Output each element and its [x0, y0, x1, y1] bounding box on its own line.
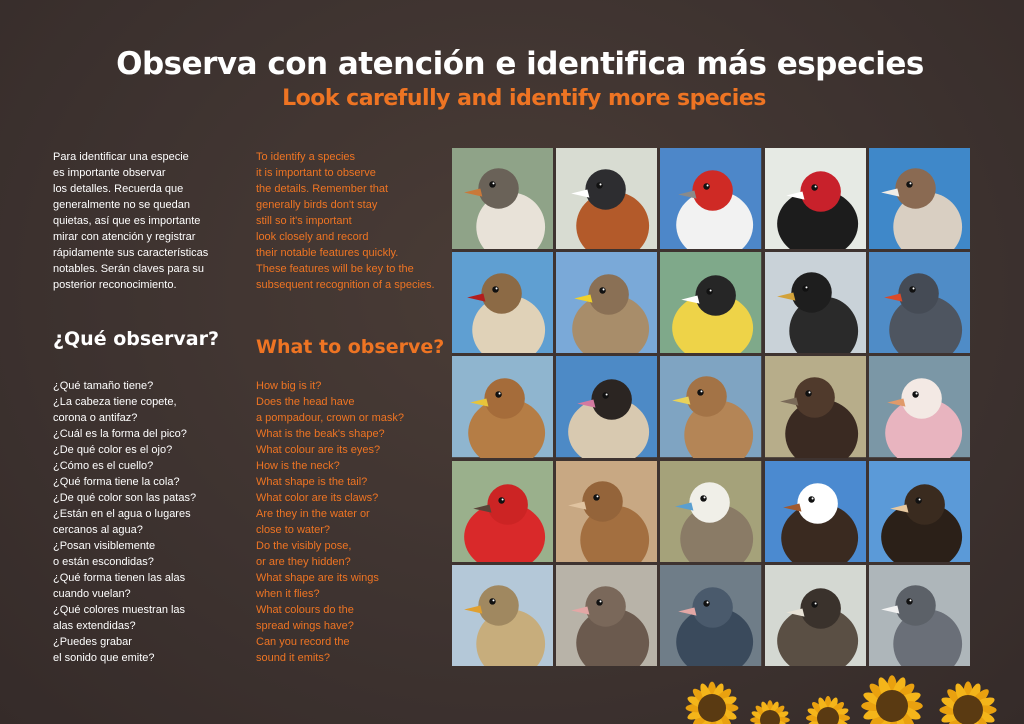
sunflower-icon: [861, 675, 923, 724]
page-title: Observa con atención e identifica más especies: [116, 46, 924, 82]
text-line: generally birds don't stay: [256, 199, 378, 211]
question-line: What is the beak's shape?: [256, 428, 385, 440]
cormorant-icon: [765, 252, 866, 353]
question-line: ¿Qué forma tienen las alas: [53, 572, 186, 584]
bird-photo: [660, 252, 761, 353]
savanna-hawk-icon: [452, 356, 553, 457]
question-line: ¿Cuál es la forma del pico?: [53, 428, 187, 440]
bird-photo: [660, 461, 761, 562]
bird-photo: [869, 148, 970, 249]
owl-icon: [556, 252, 657, 353]
chimango-icon: [660, 356, 761, 457]
sunflower-icon: [806, 696, 850, 724]
red-crested-cardinal-icon: [660, 148, 761, 249]
question-line: or are they hidden?: [256, 556, 351, 568]
woodpecker-icon: [765, 565, 866, 666]
text-line: rápidamente sus características: [53, 247, 209, 259]
question-line: What shape are its wings: [256, 572, 379, 584]
flying-duck-icon: [765, 461, 866, 562]
question-line: cercanos al agua?: [53, 524, 143, 536]
question-line: ¿De qué color son las patas?: [53, 492, 197, 504]
text-line: generalmente no se quedan: [53, 199, 190, 211]
question-line: ¿La cabeza tiene copete,: [53, 396, 177, 408]
text-line: quietas, así que es importante: [53, 215, 201, 227]
ibis-icon: [765, 356, 866, 457]
text-line: mirar con atención y registrar: [53, 231, 196, 243]
mockingbird-icon: [869, 565, 970, 666]
bird-photo: [660, 565, 761, 666]
bird-photo: [660, 148, 761, 249]
question-line: What colours do the: [256, 604, 354, 616]
questions-list-en: [256, 378, 404, 666]
intro-text-es: [53, 149, 208, 293]
text-line: notables. Serán claves para su: [53, 263, 205, 275]
sunflower-icon: [939, 681, 996, 724]
whistling-duck-icon: [660, 461, 761, 562]
question-line: Can you record the: [256, 636, 350, 648]
sparrow-icon: [869, 148, 970, 249]
question-line: How big is it?: [256, 380, 322, 392]
observe-heading-es: ¿Qué observar?: [53, 328, 220, 350]
bird-photo: [869, 565, 970, 666]
vermilion-flycatcher-icon: [452, 461, 553, 562]
bird-photo: [869, 252, 970, 353]
question-line: close to water?: [256, 524, 330, 536]
question-line: Does the head have: [256, 396, 355, 408]
tern-legs-icon: [452, 565, 553, 666]
snail-kite-icon: [869, 252, 970, 353]
bird-photo: [452, 356, 553, 457]
text-line: the details. Remember that: [256, 183, 389, 195]
flying-kite-icon: [869, 461, 970, 562]
text-line: subsequent recognition of a species.: [256, 279, 435, 291]
question-line: when it flies?: [256, 588, 320, 600]
heron-legs-icon: [660, 565, 761, 666]
bird-photo: [556, 356, 657, 457]
sunflower-icon: [686, 682, 739, 724]
spoonbill-icon: [869, 356, 970, 457]
bird-photo: [660, 356, 761, 457]
rail-legs-icon: [556, 565, 657, 666]
question-line: Do the visibly pose,: [256, 540, 352, 552]
bird-photo: [452, 252, 553, 353]
hornero-icon: [556, 461, 657, 562]
question-line: ¿Están en el agua o lugares: [53, 508, 191, 520]
caracara-icon: [556, 356, 657, 457]
question-line: el sonido que emite?: [53, 652, 155, 664]
text-line: their notable features quickly.: [256, 247, 399, 259]
bird-photo: [452, 461, 553, 562]
observe-heading-en: What to observe?: [256, 336, 445, 358]
bird-photo: [765, 148, 866, 249]
question-line: ¿Qué colores muestran las: [53, 604, 186, 616]
kiskadee-icon: [660, 252, 761, 353]
vireo-head-icon: [452, 252, 553, 353]
text-line: los detalles. Recuerda que: [53, 183, 184, 195]
bird-photo: [765, 461, 866, 562]
bird-photo: [556, 252, 657, 353]
text-line: es importante observar: [53, 167, 166, 179]
bird-photo: [452, 565, 553, 666]
text-line: posterior reconocimiento.: [53, 279, 177, 291]
question-line: How is the neck?: [256, 460, 340, 472]
question-line: Are they in the water or: [256, 508, 370, 520]
bird-photo: [869, 356, 970, 457]
text-line: still so it's important: [256, 215, 352, 227]
sparrow-head-icon: [452, 148, 553, 249]
text-line: look closely and record: [256, 231, 369, 243]
yellow-billed-cardinal-icon: [765, 148, 866, 249]
question-line: ¿Qué forma tiene la cola?: [53, 476, 180, 488]
questions-list-es: [53, 378, 196, 666]
bird-photo: [556, 461, 657, 562]
question-line: ¿De qué color es el ojo?: [53, 444, 173, 456]
bird-photo: [765, 356, 866, 457]
bird-photo: [869, 461, 970, 562]
page-subtitle: Look carefully and identify more species: [282, 86, 766, 111]
intro-text-en: [256, 149, 435, 293]
question-line: What color are its claws?: [256, 492, 379, 504]
question-line: What colour are its eyes?: [256, 444, 381, 456]
question-line: spread wings have?: [256, 620, 354, 632]
question-line: ¿Puedes grabar: [53, 636, 132, 648]
question-line: corona o antifaz?: [53, 412, 138, 424]
question-line: a pompadour, crown or mask?: [256, 412, 404, 424]
question-line: alas extendidas?: [53, 620, 136, 632]
bird-photo: [765, 252, 866, 353]
text-line: Para identificar una especie: [53, 151, 189, 163]
text-line: These features will be key to the: [256, 263, 414, 275]
bird-photo: [556, 565, 657, 666]
question-line: sound it emits?: [256, 652, 330, 664]
bird-photo-grid: [452, 148, 970, 666]
question-line: What shape is the tail?: [256, 476, 368, 488]
question-line: ¿Cómo es el cuello?: [53, 460, 154, 472]
bird-photo: [556, 148, 657, 249]
bird-photo: [765, 565, 866, 666]
question-line: o están escondidas?: [53, 556, 154, 568]
text-line: To identify a species: [256, 151, 356, 163]
text-line: it is important to observe: [256, 167, 376, 179]
question-line: cuando vuelan?: [53, 588, 131, 600]
sunflowers-decoration: [660, 660, 1024, 724]
question-line: ¿Posan visiblemente: [53, 540, 156, 552]
question-line: ¿Qué tamaño tiene?: [53, 380, 154, 392]
sunflower-icon: [750, 700, 790, 724]
chat-tyrant-icon: [556, 148, 657, 249]
bird-photo: [452, 148, 553, 249]
